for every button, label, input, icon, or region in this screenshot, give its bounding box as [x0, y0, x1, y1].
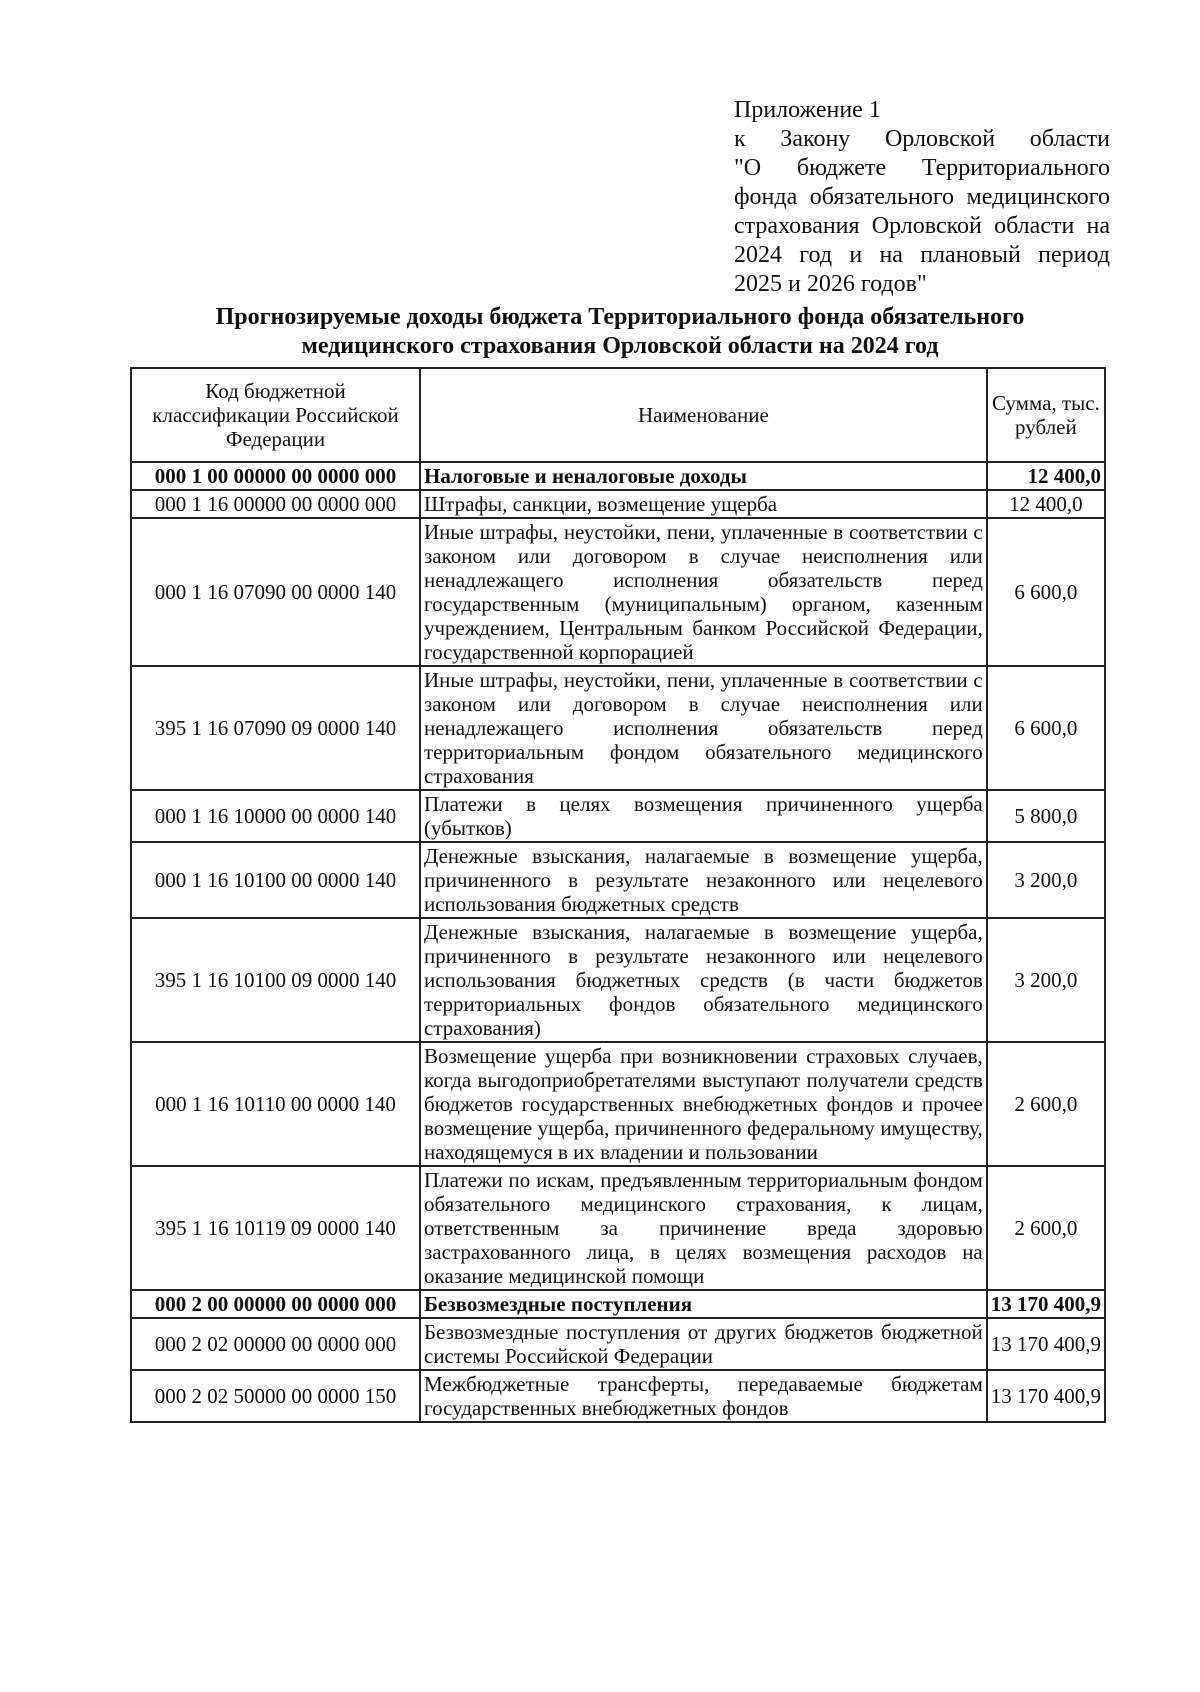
cell-code: 000 1 16 10110 00 0000 140: [131, 1042, 420, 1166]
table-row: [131, 490, 1105, 518]
cell-code: 000 1 16 00000 00 0000 000: [131, 490, 420, 518]
cell-sum: 5 800,0: [987, 790, 1105, 842]
cell-code: 000 1 16 10000 00 0000 140: [131, 790, 420, 842]
table-row: [131, 1290, 1105, 1318]
cell-sum: 6 600,0: [987, 518, 1105, 666]
cell-name: Денежные взыскания, налагаемые в возмещение ущерба, причиненного в результате незаконного или нецелевого использования бюджетных средств (в части бюджетов территориальных фондов обязательного медицинского страхования): [420, 918, 987, 1042]
cell-sum: 2 600,0: [987, 1166, 1105, 1290]
cell-code: 395 1 16 07090 09 0000 140: [131, 666, 420, 790]
cell-code: 395 1 16 10119 09 0000 140: [131, 1166, 420, 1290]
table-row: [131, 518, 1105, 666]
cell-name: Иные штрафы, неустойки, пени, уплаченные в соответствии с законом или договором в случае неисполнения или ненадлежащего исполнения обязательств перед государственным (муниципальным) органом, казенным учреждением, Центральным банком Российской Федерации, государственной корпорацией: [420, 518, 987, 666]
cell-sum: 3 200,0: [987, 918, 1105, 1042]
cell-code: 000 2 00 00000 00 0000 000: [131, 1290, 420, 1318]
table-row: [131, 918, 1105, 1042]
cell-name: Иные штрафы, неустойки, пени, уплаченные в соответствии с законом или договором в случае неисполнения или ненадлежащего исполнения обязательств перед территориальным фондом обязательного медицинского страхования: [420, 666, 987, 790]
appendix-line: Приложение 1: [734, 97, 881, 123]
table-row: [131, 1318, 1105, 1370]
cell-sum: 3 200,0: [987, 842, 1105, 918]
table-row: [131, 1370, 1105, 1422]
revenue-table: [130, 367, 1106, 1423]
document-title: [120, 303, 1120, 361]
cell-sum: 2 600,0: [987, 1042, 1105, 1166]
cell-sum: 12 400,0: [987, 462, 1105, 490]
table-header-row: [131, 368, 1105, 462]
table-row: [131, 790, 1105, 842]
title-line: Прогнозируемые доходы бюджета Территориального фонда обязательного: [215, 304, 1025, 330]
cell-name: Возмещение ущерба при возникновении страховых случаев, когда выгодоприобретателями выступают получатели средств бюджетов государственных внебюджетных фондов и прочее возмещение ущерба, причиненного федеральному имуществу, находящемуся в их владении и пользовании: [420, 1042, 987, 1166]
cell-code: 000 1 16 10100 00 0000 140: [131, 842, 420, 918]
cell-name: Платежи по искам, предъявленным территориальным фондом обязательного медицинского страхования, к лицам, ответственным за причинение вреда здоровью застрахованного лица, в целях возмещения расходов на оказание медицинской помощи: [420, 1166, 987, 1290]
cell-code: 000 2 02 50000 00 0000 150: [131, 1370, 420, 1422]
cell-name: Безвозмездные поступления: [420, 1290, 987, 1318]
appendix-line: 2025 и 2026 годов": [734, 271, 927, 297]
appendix-line: фонда обязательного медицинского: [734, 184, 1110, 210]
cell-name: Штрафы, санкции, возмещение ущерба: [420, 490, 987, 518]
cell-code: 000 2 02 00000 00 0000 000: [131, 1318, 420, 1370]
header-code: Код бюджетной классификации Российской Федерации: [131, 368, 420, 462]
appendix-line: к Закону Орловской области: [734, 126, 1110, 152]
cell-sum: 6 600,0: [987, 666, 1105, 790]
cell-name: Налоговые и неналоговые доходы: [420, 462, 987, 490]
cell-name: Безвозмездные поступления от других бюджетов бюджетной системы Российской Федерации: [420, 1318, 987, 1370]
appendix-block: [734, 96, 1110, 299]
table-row: [131, 1042, 1105, 1166]
table-row: [131, 1166, 1105, 1290]
cell-sum: 13 170 400,9: [987, 1318, 1105, 1370]
table-row: [131, 462, 1105, 490]
cell-code: 000 1 16 07090 00 0000 140: [131, 518, 420, 666]
appendix-line: страхования Орловской области на: [734, 213, 1110, 239]
cell-name: Межбюджетные трансферты, передаваемые бюджетам государственных внебюджетных фондов: [420, 1370, 987, 1422]
table-row: [131, 842, 1105, 918]
cell-code: 395 1 16 10100 09 0000 140: [131, 918, 420, 1042]
cell-sum: 13 170 400,9: [987, 1370, 1105, 1422]
cell-sum: 13 170 400,9: [987, 1290, 1105, 1318]
table-row: [131, 666, 1105, 790]
appendix-line: "О бюджете Территориального: [734, 155, 1110, 181]
cell-name: Денежные взыскания, налагаемые в возмещение ущерба, причиненного в результате незаконного или нецелевого использования бюджетных средств: [420, 842, 987, 918]
appendix-line: 2024 год и на плановый период: [734, 242, 1110, 268]
header-sum: Сумма, тыс. рублей: [987, 368, 1105, 462]
cell-code: 000 1 00 00000 00 0000 000: [131, 462, 420, 490]
title-line: медицинского страхования Орловской области на 2024 год: [301, 333, 939, 359]
cell-name: Платежи в целях возмещения причиненного ущерба (убытков): [420, 790, 987, 842]
header-name: Наименование: [420, 368, 987, 462]
cell-sum: 12 400,0: [987, 490, 1105, 518]
